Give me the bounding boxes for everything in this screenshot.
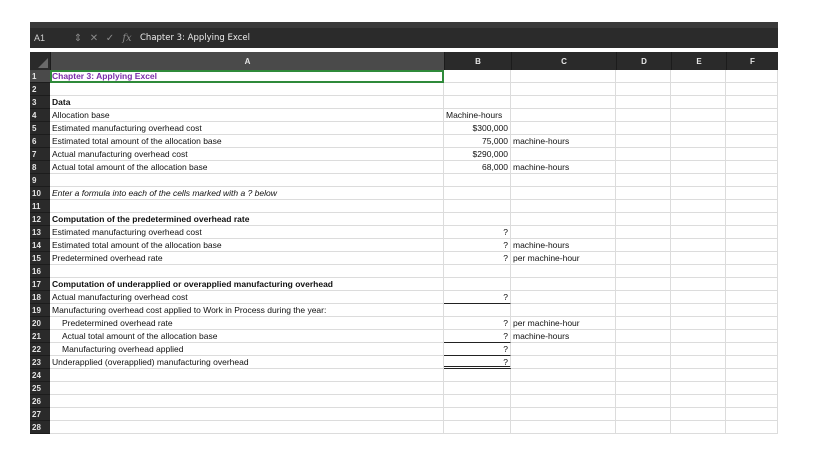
cell-f[interactable] (726, 200, 778, 213)
cell-f[interactable] (726, 109, 778, 122)
cell-e[interactable] (671, 226, 726, 239)
cell-c[interactable] (511, 278, 616, 291)
cell-f[interactable] (726, 369, 778, 382)
sheet-row (30, 252, 778, 265)
cell-c[interactable]: per machine-hour (511, 252, 616, 265)
sheet-row (30, 239, 778, 252)
cell-d[interactable] (616, 382, 671, 395)
cell-b[interactable]: ? (444, 291, 511, 304)
sheet-row (30, 291, 778, 304)
cell-b[interactable] (444, 265, 511, 278)
row-header[interactable]: 24 (30, 369, 50, 382)
cell-f[interactable] (726, 252, 778, 265)
cell-d[interactable] (616, 239, 671, 252)
cell-a[interactable]: Predetermined overhead rate (50, 317, 444, 330)
column-header-bar (30, 52, 778, 70)
cell-b[interactable] (444, 408, 511, 421)
sheet-row (30, 187, 778, 200)
sheet-row (30, 369, 778, 382)
row-header[interactable]: 23 (30, 356, 50, 369)
cell-b[interactable] (444, 83, 511, 96)
cell-d[interactable] (616, 174, 671, 187)
sheet-row (30, 96, 778, 109)
row-header[interactable]: 6 (30, 135, 50, 148)
cell-d[interactable] (616, 200, 671, 213)
cell-a[interactable]: Manufacturing overhead applied (50, 343, 444, 356)
cell-e[interactable] (671, 70, 726, 83)
sheet-row (30, 265, 778, 278)
cell-f[interactable] (726, 148, 778, 161)
cell-a[interactable]: Computation of underapplied or overapplied manufacturing overhead (50, 278, 444, 291)
sheet-row (30, 382, 778, 395)
cell-c[interactable] (511, 304, 616, 317)
column-header-b[interactable]: B (444, 52, 511, 70)
row-header[interactable]: 18 (30, 291, 50, 304)
cell-d[interactable] (616, 421, 671, 434)
sheet-row (30, 135, 778, 148)
row-header[interactable]: 27 (30, 408, 50, 421)
cell-d[interactable] (616, 265, 671, 278)
sheet-row (30, 304, 778, 317)
cell-d[interactable] (616, 109, 671, 122)
cell-f[interactable] (726, 96, 778, 109)
cell-c[interactable] (511, 200, 616, 213)
row-header[interactable]: 8 (30, 161, 50, 174)
cell-b[interactable]: ? (444, 252, 511, 265)
cell-d[interactable] (616, 226, 671, 239)
name-box[interactable]: A1 (34, 33, 46, 43)
cell-d[interactable] (616, 343, 671, 356)
cell-d[interactable] (616, 278, 671, 291)
sheet-row (30, 200, 778, 213)
cell-b[interactable] (444, 421, 511, 434)
cell-b[interactable] (444, 304, 511, 317)
cell-a[interactable]: Allocation base (50, 109, 444, 122)
cell-c[interactable] (511, 213, 616, 226)
cell-a[interactable]: Actual manufacturing overhead cost (50, 291, 444, 304)
row-header[interactable]: 26 (30, 395, 50, 408)
cell-a[interactable]: Computation of the predetermined overhead rate (50, 213, 444, 226)
cell-e[interactable] (671, 239, 726, 252)
sheet-row (30, 83, 778, 96)
row-header[interactable]: 28 (30, 421, 50, 434)
cell-b[interactable]: 68,000 (444, 161, 511, 174)
cell-c[interactable]: machine-hours (511, 161, 616, 174)
cell-d[interactable] (616, 356, 671, 369)
cell-e[interactable] (671, 174, 726, 187)
sheet-row (30, 109, 778, 122)
sheet-row (30, 226, 778, 239)
cell-e[interactable] (671, 252, 726, 265)
cell-b[interactable]: ? (444, 239, 511, 252)
cell-f[interactable] (726, 291, 778, 304)
column-header-f[interactable]: F (726, 52, 778, 70)
cell-b[interactable]: ? (444, 226, 511, 239)
cell-d[interactable] (616, 252, 671, 265)
cell-b[interactable] (444, 200, 511, 213)
cell-f[interactable] (726, 330, 778, 343)
cell-a[interactable] (50, 408, 444, 421)
cell-b[interactable] (444, 278, 511, 291)
cell-c[interactable] (511, 70, 616, 83)
row-header[interactable]: 17 (30, 278, 50, 291)
cell-c[interactable]: machine-hours (511, 135, 616, 148)
cell-c[interactable] (511, 421, 616, 434)
cell-a[interactable] (50, 200, 444, 213)
row-header[interactable]: 14 (30, 239, 50, 252)
cell-d[interactable] (616, 148, 671, 161)
fx-icon[interactable]: fx (122, 32, 132, 44)
row-header[interactable]: 22 (30, 343, 50, 356)
cell-a[interactable]: Data (50, 96, 444, 109)
cell-c[interactable] (511, 96, 616, 109)
cell-e[interactable] (671, 200, 726, 213)
cell-c[interactable] (511, 265, 616, 278)
select-all-corner[interactable] (30, 52, 50, 70)
cell-e[interactable] (671, 382, 726, 395)
cell-f[interactable] (726, 343, 778, 356)
row-header[interactable]: 2 (30, 83, 50, 96)
cell-a[interactable]: Chapter 3: Applying Excel (50, 70, 444, 83)
cell-b[interactable]: $290,000 (444, 148, 511, 161)
cell-e[interactable] (671, 356, 726, 369)
cell-a[interactable] (50, 382, 444, 395)
cell-c[interactable] (511, 148, 616, 161)
cell-d[interactable] (616, 122, 671, 135)
row-header[interactable]: 15 (30, 252, 50, 265)
cell-a[interactable]: Underapplied (overapplied) manufacturing overhead (50, 356, 444, 369)
cell-e[interactable] (671, 135, 726, 148)
cell-a[interactable]: Manufacturing overhead cost applied to Work in Process during the year: (50, 304, 444, 317)
cell-a[interactable]: Enter a formula into each of the cells marked with a ? below (50, 187, 444, 200)
cell-f[interactable] (726, 265, 778, 278)
cell-d[interactable] (616, 330, 671, 343)
column-header-c[interactable]: C (511, 52, 616, 70)
cell-c[interactable] (511, 382, 616, 395)
row-header[interactable]: 13 (30, 226, 50, 239)
cell-f[interactable] (726, 122, 778, 135)
cell-a[interactable]: Estimated manufacturing overhead cost (50, 122, 444, 135)
sheet-row (30, 356, 778, 369)
cell-c[interactable] (511, 395, 616, 408)
spreadsheet-grid (30, 70, 778, 434)
cell-a[interactable] (50, 421, 444, 434)
row-header[interactable]: 16 (30, 265, 50, 278)
cell-d[interactable] (616, 213, 671, 226)
cell-b[interactable] (444, 70, 511, 83)
cell-b[interactable] (444, 174, 511, 187)
cell-a[interactable] (50, 395, 444, 408)
sheet-row (30, 395, 778, 408)
cell-a[interactable] (50, 174, 444, 187)
cell-b[interactable]: 75,000 (444, 135, 511, 148)
cell-c[interactable] (511, 291, 616, 304)
cell-e[interactable] (671, 408, 726, 421)
row-header[interactable]: 21 (30, 330, 50, 343)
cell-c[interactable] (511, 174, 616, 187)
cell-b[interactable]: $300,000 (444, 122, 511, 135)
cell-e[interactable] (671, 122, 726, 135)
sheet-row (30, 174, 778, 187)
sheet-row (30, 122, 778, 135)
cell-f[interactable] (726, 317, 778, 330)
cell-e[interactable] (671, 317, 726, 330)
cell-f[interactable] (726, 83, 778, 96)
sheet-row (30, 421, 778, 434)
cell-f[interactable] (726, 421, 778, 434)
column-header-a[interactable]: A (50, 52, 444, 70)
cell-a[interactable]: Actual manufacturing overhead cost (50, 148, 444, 161)
cell-a[interactable]: Actual total amount of the allocation base (50, 161, 444, 174)
cell-c[interactable] (511, 109, 616, 122)
cell-c[interactable] (511, 187, 616, 200)
sheet-row (30, 70, 778, 83)
row-header[interactable]: 20 (30, 317, 50, 330)
cell-b[interactable]: ? (444, 317, 511, 330)
sheet-row (30, 330, 778, 343)
cell-e[interactable] (671, 395, 726, 408)
cell-d[interactable] (616, 96, 671, 109)
cell-a[interactable]: Estimated total amount of the allocation base (50, 135, 444, 148)
sheet-row (30, 213, 778, 226)
cell-f[interactable] (726, 395, 778, 408)
cell-a[interactable] (50, 369, 444, 382)
row-header[interactable]: 9 (30, 174, 50, 187)
cell-a[interactable]: Estimated total amount of the allocation base (50, 239, 444, 252)
cell-a[interactable]: Predetermined overhead rate (50, 252, 444, 265)
cell-e[interactable] (671, 148, 726, 161)
cell-d[interactable] (616, 317, 671, 330)
cell-f[interactable] (726, 304, 778, 317)
row-header[interactable]: 11 (30, 200, 50, 213)
row-header[interactable]: 1 (30, 70, 50, 83)
cell-e[interactable] (671, 343, 726, 356)
row-header[interactable]: 12 (30, 213, 50, 226)
cell-b[interactable]: Machine-hours (444, 109, 511, 122)
cell-e[interactable] (671, 96, 726, 109)
column-header-e[interactable]: E (671, 52, 726, 70)
sheet-row (30, 343, 778, 356)
cell-c[interactable]: per machine-hour (511, 317, 616, 330)
cell-e[interactable] (671, 369, 726, 382)
cell-d[interactable] (616, 369, 671, 382)
cell-c[interactable] (511, 356, 616, 369)
cell-f[interactable] (726, 408, 778, 421)
cell-b[interactable]: ? (444, 330, 511, 343)
stepper-icon[interactable]: ⇕ (73, 32, 83, 44)
cell-f[interactable] (726, 213, 778, 226)
cell-e[interactable] (671, 83, 726, 96)
formula-input[interactable]: Chapter 3: Applying Excel (140, 33, 251, 43)
cell-e[interactable] (671, 109, 726, 122)
cell-c[interactable]: machine-hours (511, 330, 616, 343)
cell-c[interactable] (511, 408, 616, 421)
cell-d[interactable] (616, 291, 671, 304)
formula-bar (30, 28, 778, 48)
sheet-row (30, 278, 778, 291)
cell-d[interactable] (616, 161, 671, 174)
row-header[interactable]: 25 (30, 382, 50, 395)
cell-b[interactable] (444, 395, 511, 408)
cell-a[interactable] (50, 265, 444, 278)
cell-b[interactable] (444, 369, 511, 382)
cell-d[interactable] (616, 395, 671, 408)
cell-d[interactable] (616, 70, 671, 83)
cell-d[interactable] (616, 187, 671, 200)
cell-e[interactable] (671, 421, 726, 434)
cell-a[interactable] (50, 83, 444, 96)
cell-f[interactable] (726, 187, 778, 200)
cell-b[interactable] (444, 382, 511, 395)
cell-d[interactable] (616, 408, 671, 421)
cell-b[interactable] (444, 187, 511, 200)
cell-d[interactable] (616, 304, 671, 317)
row-header[interactable]: 10 (30, 187, 50, 200)
sheet-row (30, 161, 778, 174)
row-header[interactable]: 19 (30, 304, 50, 317)
cell-e[interactable] (671, 278, 726, 291)
cell-a[interactable]: Estimated manufacturing overhead cost (50, 226, 444, 239)
row-header[interactable]: 3 (30, 96, 50, 109)
sheet-row (30, 148, 778, 161)
cell-e[interactable] (671, 330, 726, 343)
cell-b[interactable]: ? (444, 343, 511, 356)
column-header-d[interactable]: D (616, 52, 671, 70)
cell-e[interactable] (671, 187, 726, 200)
cell-e[interactable] (671, 161, 726, 174)
cell-b[interactable]: ? (444, 356, 511, 369)
sheet-row (30, 317, 778, 330)
cell-f[interactable] (726, 161, 778, 174)
cell-e[interactable] (671, 291, 726, 304)
cell-c[interactable] (511, 122, 616, 135)
confirm-icon[interactable]: ✓ (105, 32, 115, 44)
cell-f[interactable] (726, 356, 778, 369)
sheet-row (30, 408, 778, 421)
cell-e[interactable] (671, 304, 726, 317)
cancel-icon[interactable]: ✕ (89, 32, 99, 44)
cell-f[interactable] (726, 174, 778, 187)
cell-f[interactable] (726, 382, 778, 395)
cell-c[interactable]: machine-hours (511, 239, 616, 252)
cell-f[interactable] (726, 226, 778, 239)
row-header[interactable]: 5 (30, 122, 50, 135)
cell-c[interactable] (511, 83, 616, 96)
cell-a[interactable]: Actual total amount of the allocation base (50, 330, 444, 343)
cell-d[interactable] (616, 135, 671, 148)
cell-c[interactable] (511, 226, 616, 239)
cell-f[interactable] (726, 135, 778, 148)
cell-c[interactable] (511, 369, 616, 382)
cell-f[interactable] (726, 278, 778, 291)
row-header[interactable]: 4 (30, 109, 50, 122)
cell-e[interactable] (671, 265, 726, 278)
row-header[interactable]: 7 (30, 148, 50, 161)
cell-f[interactable] (726, 239, 778, 252)
cell-c[interactable] (511, 343, 616, 356)
cell-b[interactable] (444, 213, 511, 226)
cell-f[interactable] (726, 70, 778, 83)
cell-b[interactable] (444, 96, 511, 109)
cell-d[interactable] (616, 83, 671, 96)
cell-e[interactable] (671, 213, 726, 226)
